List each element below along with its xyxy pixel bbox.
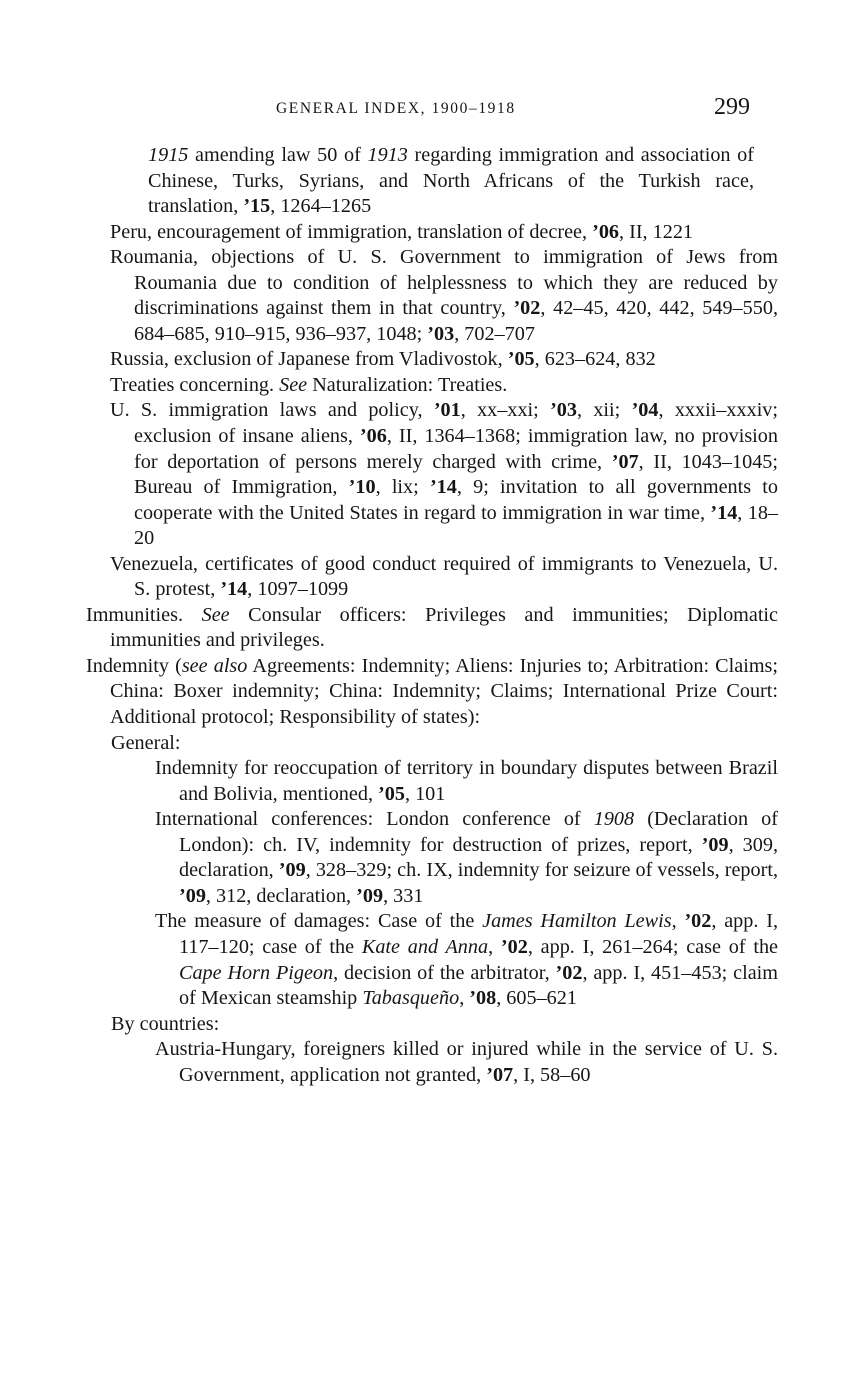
index-entry-venezuela: Venezuela, certificates of good conduct required of immigrants to Venezuela, U. S. protest, ’14, 1097–1099: [110, 552, 778, 601]
index-entry-treaties: Treaties concerning. See Naturalization: Treaties.: [110, 373, 508, 396]
index-entry-us-immigration: U. S. immigration laws and policy, ’01, xx–xxi; ’03, xii; ’04, xxxii–xxxiv; exclusion of insane aliens, ’06, II, 1364–1368; immigration law, no provision for deportation of persons merely charged with crime, ’07, II, 1043–1045; Bureau of Immigration, ’10, lix; ’14, 9; invitation to all governments to cooperate with the United States in regard to immigration in war time, ’14, 18–20: [110, 399, 779, 550]
running-head-title: GENERAL INDEX, 1900–1918: [276, 100, 516, 117]
index-entry-international-conferences: International conferences: London conference of 1908 (Declaration of London): ch. IV, indemnity for destruction of prizes, report, ’09, 309, declaration, ’09, 328–329; ch. IX, indemnity for seizure of vessels, report, ’09, 312, declaration, ’09, 331: [155, 808, 778, 907]
index-entry-roumania: Roumania, objections of U. S. Government to immigration of Jews from Roumania due to condition of helplessness to which they are reduced by discriminations against them in that country, ’02, 42–45, 420, 442, 549–550, 684–685, 910–915, 936–937, 1048; ’03, 702–707: [110, 246, 778, 345]
running-header: [0, 94, 859, 124]
index-subheading-general: General:: [111, 731, 181, 754]
index-entry-continuation: 1915 amending law 50 of 1913 regarding immigration and association of Chinese, Turks, Syrians, and North Africans of the Turkish race, translation, ’15, 1264–1265: [148, 144, 754, 218]
index-entry-russia: Russia, exclusion of Japanese from Vladivostok, ’05, 623–624, 832: [110, 348, 656, 371]
index-entry-austria-hungary: Austria-Hungary, foreigners killed or injured while in the service of U. S. Government, application not granted, ’07, I, 58–60: [155, 1038, 778, 1086]
index-entry-peru: Peru, encouragement of immigration, translation of decree, ’06, II, 1221: [110, 220, 694, 243]
index-subheading-by-countries: By countries:: [111, 1012, 220, 1035]
index-heading-indemnity: Indemnity (see also Agreements: Indemnity; Aliens: Injuries to; Arbitration: Claims; China: Boxer indemnity; China: Indemnity; Claims; International Prize Court: Additional protocol; Responsibility of states):: [86, 654, 778, 729]
index-body: [0, 143, 859, 1088]
index-entry-reoccupation: Indemnity for reoccupation of territory in boundary disputes between Brazil and Bolivia, mentioned, ’05, 101: [155, 757, 778, 805]
index-heading-immunities: Immunities. See Consular officers: Privileges and immunities; Diplomatic immunities and privileges.: [86, 603, 779, 652]
index-entry-measure-of-damages: The measure of damages: Case of the James Hamilton Lewis, ’02, app. I, 117–120; case of the Kate and Anna, ’02, app. I, 261–264; case of the Cape Horn Pigeon, decision of the arbitrator, ’02, app. I, 451–453; claim of Mexican steamship Tabasqueño, ’08, 605–621: [155, 910, 778, 1010]
page-number: 299: [714, 94, 750, 120]
